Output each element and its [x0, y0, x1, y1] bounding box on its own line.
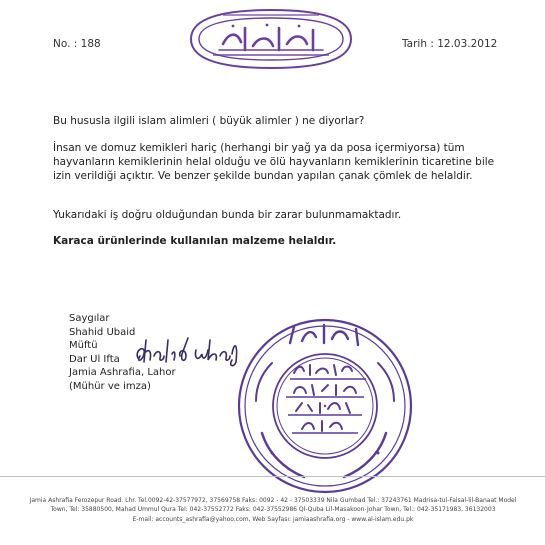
signer-name: Shahid Ubaid [69, 326, 136, 338]
footer-divider [0, 476, 545, 477]
document-number: No. : 188 [53, 38, 101, 50]
signer-institution: Jamia Ashrafia, Lahor [69, 367, 176, 379]
footer-line-2: Town, Tel: 35880500, Mahad Ummul Qura Tel: 042-37552772 Faks: 042-37552986 Ql-Quba Lil-Masakoon-Johar Town, Tel.: 042-35171983, 36132003 [50, 506, 496, 514]
conclusion-text: Karaca ürünlerinde kullanılan malzeme helaldır. [53, 235, 337, 247]
paragraph-no-harm: Yukarıdaki iş doğru olduğundan bunda bir zarar bulunmamaktadır. [53, 209, 402, 221]
signer-department: Dar Ul Ifta [69, 353, 120, 365]
top-stamp-seal [183, 6, 359, 72]
paragraph-ruling: İnsan ve domuz kemikleri hariç (herhangi bir yağ ya da posa içermiyorsa) tüm hayvanların kemiklerinin helal olduğu ve ölü hayvanların kemiklerinin ticaretine bile izin verildiği açıktır. Ve benzer şekilde bundan yapılan çanak çömlek de helaldir. [53, 142, 495, 182]
footer-line-3: E-mail: accounts_ashrafia@yahoo.com, Web Sayfası: jamiaashrafia.org - www.al-islam.edu.pk [132, 515, 414, 523]
footer-contact [28, 496, 518, 524]
greeting: Saygılar [69, 313, 110, 324]
question-text: Bu hususla ilgili islam alimleri ( büyük alimler ) ne diyorlar? [53, 115, 365, 127]
document-date: Tarih : 12.03.2012 [402, 38, 498, 50]
bottom-round-seal [232, 313, 418, 499]
handwritten-signature [132, 332, 242, 372]
signer-title: Müftü [69, 340, 98, 352]
seal-note: (Mühür ve imza) [69, 380, 151, 392]
footer-line-1: Jamia Ashrafia Ferozepur Road. Lhr. Tel.0092-42-37577972, 37569758 Faks: 0092 - 42 - 37503339 Nila Gumbad Tel.: 37243761 Madrisa-tul-Faisal-lil-Banaat Model [29, 497, 517, 504]
